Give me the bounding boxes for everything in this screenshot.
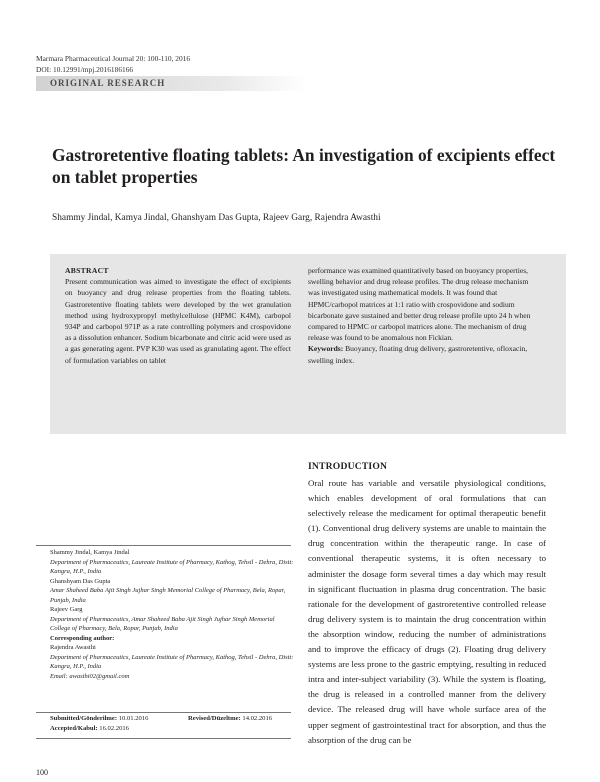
article-title: Gastroretentive floating tablets: An investigation of excipients effect on tablet properties bbox=[52, 145, 556, 187]
corresponding-author-name: Rajendra Awasthi bbox=[50, 644, 96, 651]
abstract-text-left: Present communication was aimed to investigate the effect of excipients on buoyancy and drug release properties from the floating tablets. Gastroretentive floating tablets were developed by the wet granulation method using hydroxypropyl methylcellulose (HPMC K4M), carbopol 934P and carbopol 971P as a rate controlling polymers and crospovidone as a dissolution enhancer. Sodium bicarbonate and citric acid were used as a gas generating agent. PVP K30 was used as granulating agent. The effect of formulation variables on tablet bbox=[65, 277, 291, 365]
abstract-heading: ABSTRACT bbox=[65, 266, 109, 275]
journal-doi: DOI: 10.12991/mpj.2016186166 bbox=[36, 65, 134, 74]
corresponding-author-dept: Department of Pharmaceutics, Laureate Institute of Pharmacy, Kathog, Tehsil - Dehra, Distt: Kangra, H.P., India bbox=[50, 653, 294, 670]
keywords bbox=[308, 343, 535, 365]
revised-label: Revised/Düzeltme: bbox=[188, 715, 241, 722]
abstract-right-column bbox=[308, 265, 535, 366]
corresponding-author-email: Email: awasthi02@gmail.com bbox=[50, 672, 130, 680]
submitted-value: 10.01.2016 bbox=[118, 715, 149, 722]
affiliation-1-dept: Department of Pharmaceutics, Laureate Institute of Pharmacy, Kathog, Tehsil - Dehra, Distt: Kangra, H.P., India bbox=[50, 558, 294, 575]
journal-citation: Marmara Pharmaceutical Journal 20: 100-110, 2016 bbox=[36, 54, 191, 63]
section-tag bbox=[36, 76, 306, 91]
abstract-left-column bbox=[65, 265, 291, 366]
revised-date bbox=[188, 715, 272, 722]
accepted-date bbox=[50, 725, 129, 732]
affiliation-3-dept: Department of Pharmaceutics, Amar Shaheed Baba Ajit Singh Jujhar Singh Memorial College of Pharmacy, Bela, Ropar, Punjab, India bbox=[50, 615, 275, 632]
keywords-text: Buoyancy, floating drug delivery, gastroretentive, ofloxacin, swelling index. bbox=[308, 344, 528, 365]
corresponding-author-label: Corresponding author: bbox=[50, 634, 115, 642]
article-authors: Shammy Jindal, Kamya Jindal, Ghanshyam Das Gupta, Rajeev Garg, Rajendra Awasthi bbox=[52, 213, 381, 223]
section-tag-label: ORIGINAL RESEARCH bbox=[50, 78, 166, 88]
affiliation-1-names: Shammy Jindal, Kamya Jindal bbox=[50, 549, 130, 556]
affiliations-block bbox=[50, 548, 295, 681]
introduction-heading: INTRODUCTION bbox=[308, 461, 388, 472]
keywords-label: Keywords: bbox=[308, 344, 344, 354]
affiliation-3-names: Rajeev Garg bbox=[50, 606, 83, 613]
abstract-box bbox=[50, 254, 566, 434]
submitted-date bbox=[50, 715, 148, 722]
affiliation-2-names: Ghanshyam Das Gupta bbox=[50, 577, 111, 585]
footer-rule bbox=[36, 738, 291, 739]
page-number: 100 bbox=[36, 768, 48, 777]
affiliation-2-dept: Amar Shaheed Baba Ajit Singh Jujhar Singh Memorial College of Pharmacy, Bela, Ropar, Punjab, India bbox=[50, 587, 286, 604]
affiliation-top-rule bbox=[36, 545, 291, 546]
abstract-text-right: performance was examined quantitatively based on buoyancy properties, swelling behavior and drug release profiles. The drug release mechanism was investigated using mathematical models. It was found that HPMC/carbopol matrices at 1:1 ratio with crospovidone and sodium bicarbonate gave sustained and better drug release profile upto 24 h when compared to HPMC or carbopol matrices alone. The mechanism of drug release was found to be anomalous non Fickian. bbox=[308, 266, 531, 343]
dates-top-rule bbox=[36, 712, 291, 713]
revised-value: 14.02.2016 bbox=[242, 715, 273, 722]
introduction-text: Oral route has variable and versatile physiological conditions, which enables development of oral formulations that can selectively release the medicament for optimal therapeutic benefit (1). Conventional drug delivery systems are unable to maintain the drug concentration within the therapeutic range. In case of conventional therapeutic systems, it is often necessary to administer the dosage form several times a day which may result in significant fluctuation in plasma drug concentration. The basic rationale for the development of gastroretentive controlled release drug delivery system is to maintain the drug concentration within the absorption window, reducing the number of administrations and to improve the efficacy of drugs (2). Floating drug delivery systems are less prone to the gastric emptying, resulting in reduced intra and inter-subject variability (3). While the system is floating, the drug is released in a controlled manner from the delivery device. The released drug will have whole surface area of the upper segment of gastrointestinal tract for absorption, and thus the absorption of the drug can be bbox=[308, 478, 546, 745]
journal-header bbox=[36, 53, 190, 75]
accepted-label: Accepted/Kabul: bbox=[50, 725, 98, 732]
accepted-value: 16.02.2016 bbox=[99, 725, 129, 732]
submitted-label: Submitted/Gönderilme: bbox=[50, 715, 118, 722]
